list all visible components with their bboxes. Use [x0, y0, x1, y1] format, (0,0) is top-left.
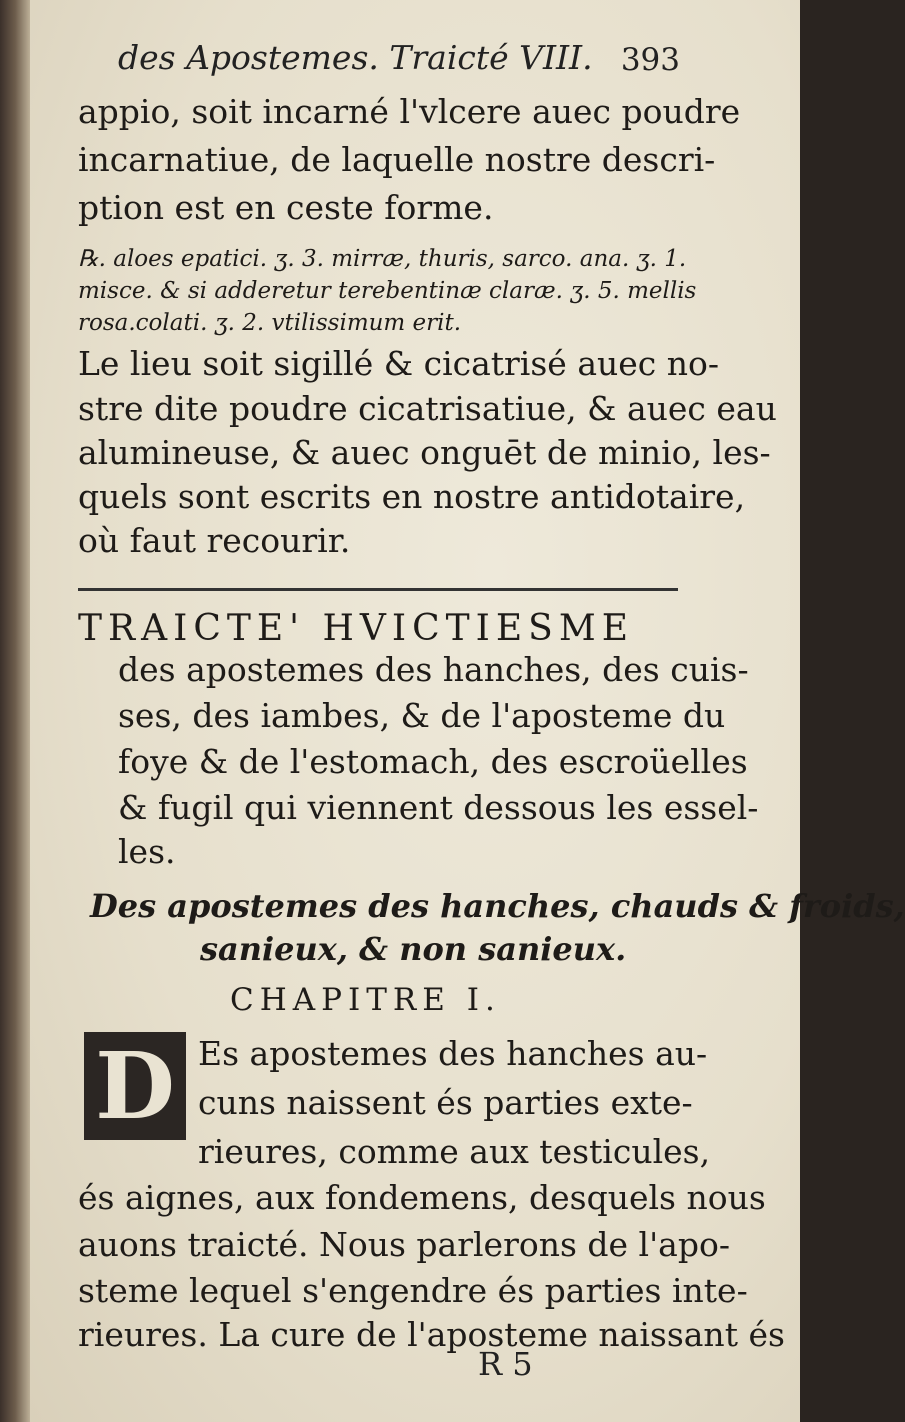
- section-title: Des apostemes des hanches, chauds & froids,: [90, 887, 905, 925]
- body-line: Le lieu soit sigillé & cicatrisé auec no-: [78, 344, 720, 383]
- section-title: sanieux, & non sanieux.: [200, 930, 627, 968]
- treatise-line: ses, des iambes, & de l'aposteme du: [118, 696, 726, 735]
- chapter-line: és aignes, aux fondemens, desquels nous: [78, 1178, 766, 1217]
- body-line: ption est en ceste forme.: [78, 188, 494, 227]
- body-line: incarnatiue, de laquelle nostre descri-: [78, 140, 716, 179]
- treatise-title: TRAICTE' HVICTIESME: [78, 608, 634, 649]
- recipe-line: rosa.colati. ʒ. 2. vtilissimum erit.: [78, 310, 462, 336]
- body-line: stre dite poudre cicatrisatiue, & auec eau: [78, 389, 777, 428]
- treatise-line: les.: [118, 832, 176, 871]
- treatise-line: foye & de l'estomach, des escroüelles: [118, 742, 748, 781]
- treatise-line: & fugil qui viennent dessous les essel-: [118, 788, 759, 827]
- chapter-line: rieures, comme aux testicules,: [198, 1132, 711, 1171]
- chapter-line: auons traicté. Nous parlerons de l'apo-: [78, 1225, 730, 1264]
- recipe-line: misce. & si adderetur terebentinæ claræ. ʒ. 5. mellis: [78, 278, 697, 304]
- signature-mark: R 5: [478, 1345, 533, 1383]
- running-title: des Apostemes. Traicté VIII.: [118, 38, 593, 77]
- chapter-line: steme lequel s'engendre és parties inte-: [78, 1271, 748, 1310]
- chapter-line: rieures. La cure de l'aposteme naissant és: [78, 1315, 785, 1354]
- section-divider: [78, 588, 678, 591]
- body-line: quels sont escrits en nostre antidotaire,: [78, 477, 746, 516]
- recipe-line: ℞. aloes epatici. ʒ. 3. mirræ, thuris, sarco. ana. ʒ. 1.: [78, 246, 687, 272]
- body-line: appio, soit incarné l'vlcere auec poudre: [78, 92, 741, 131]
- body-line: alumineuse, & auec onguēt de minio, les-: [78, 433, 771, 472]
- chapter-line: cuns naissent és parties exte-: [198, 1083, 693, 1122]
- chapter-heading: CHAPITRE I.: [230, 982, 501, 1018]
- drop-cap: D: [84, 1032, 186, 1140]
- body-line: où faut recourir.: [78, 521, 351, 560]
- treatise-line: des apostemes des hanches, des cuis-: [118, 650, 749, 689]
- running-header: [78, 38, 698, 94]
- page-number: 393: [620, 42, 680, 78]
- chapter-line: Es apostemes des hanches au-: [198, 1034, 708, 1073]
